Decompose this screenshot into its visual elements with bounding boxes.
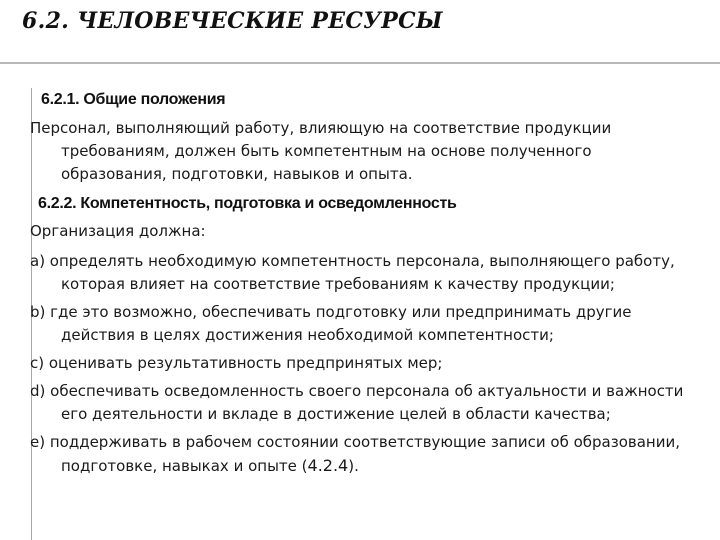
list-item-d: d) обеспечивать осведомленность своего персонала об актуальности и важности его деятельности и вкладе в достижение целей в области качества;	[30, 382, 684, 423]
list-item-c: c) оценивать результативность предпринятых мер;	[30, 354, 443, 372]
section-intro: Организация должна:	[30, 222, 206, 240]
section-paragraph-general: Персонал, выполняющий работу, влияющую на соответствие продукции требованиям, должен быть компетентным на основе полученного образования, подготовки, навыков и опыта.	[30, 119, 612, 183]
section-heading-general: 6.2.1. Общие положения	[41, 91, 226, 108]
section-heading-competence: 6.2.2. Компетентность, подготовка и осведомленность	[38, 195, 457, 212]
content-frame	[31, 88, 692, 540]
list-item-b: b) где это возможно, обеспечивать подготовку или предпринимать другие действия в целях достижения необходимой компетентности;	[30, 303, 632, 344]
title-divider	[0, 62, 720, 64]
list-item-a: a) определять необходимую компетентность персонала, выполняющего работу, которая влияет на соответствие требованиям к качеству продукции;	[30, 252, 675, 293]
page-title: 6.2. ЧЕЛОВЕЧЕСКИЕ РЕСУРСЫ	[22, 8, 443, 34]
clause-reference: 4.2.4	[307, 456, 349, 475]
list-item-e-text: e) поддерживать в рабочем состоянии соответствующие записи об образовании, подготовке, навыках и опыте (	[30, 433, 681, 475]
list-item-e	[30, 431, 690, 478]
list-item-e-tail: ).	[348, 457, 359, 475]
content-body	[32, 88, 692, 483]
